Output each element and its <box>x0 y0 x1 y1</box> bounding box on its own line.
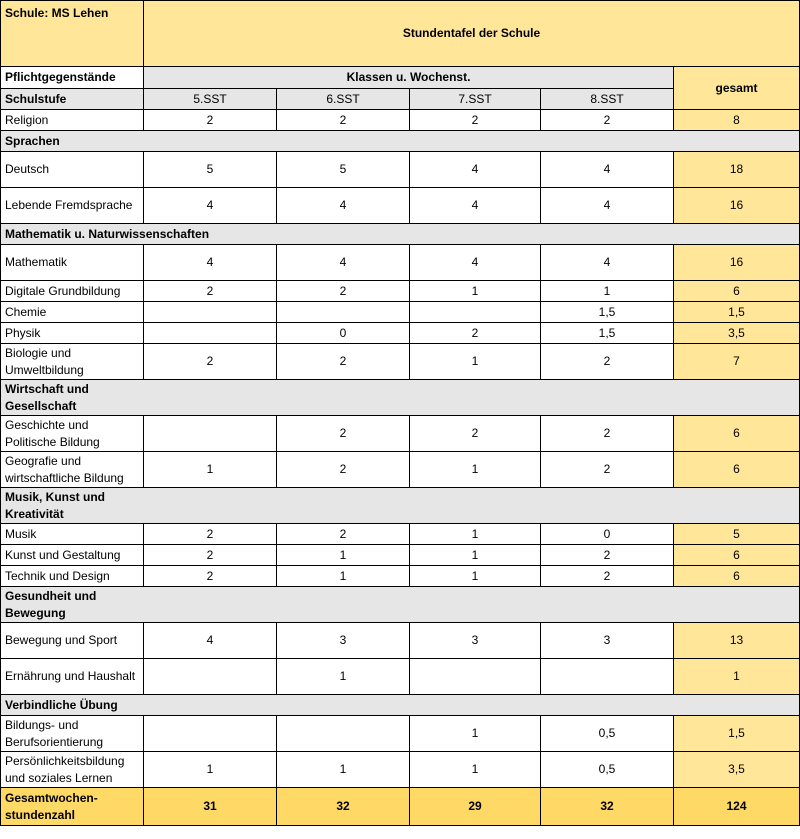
hours-cell: 2 <box>410 323 541 344</box>
section-title: Sprachen <box>1 131 800 152</box>
hours-cell: 4 <box>410 245 541 281</box>
section-title-text: Musik, Kunst und Kreativität <box>5 489 105 521</box>
footer-sum: 32 <box>277 788 410 826</box>
footer-total: 124 <box>674 788 800 826</box>
total-cell: 6 <box>674 545 800 566</box>
hours-cell: 4 <box>541 188 674 224</box>
table-row <box>1 716 800 752</box>
hours-cell: 1 <box>410 344 541 380</box>
table-row <box>1 524 800 545</box>
hours-cell <box>144 659 277 695</box>
table-row <box>1 344 800 380</box>
table-row <box>1 659 800 695</box>
hours-cell <box>277 716 410 752</box>
hours-cell: 2 <box>277 344 410 380</box>
hours-cell: 2 <box>541 416 674 452</box>
hours-cell: 1 <box>144 452 277 488</box>
total-cell: 1 <box>674 659 800 695</box>
subject-name: Mathematik <box>1 245 144 281</box>
hours-cell: 0,5 <box>541 752 674 788</box>
hours-cell: 2 <box>541 545 674 566</box>
section-title <box>1 587 800 623</box>
section-title-text: Gesundheit und Bewegung <box>5 588 97 620</box>
hours-cell: 1 <box>277 659 410 695</box>
subject-name: Bewegung und Sport <box>1 623 144 659</box>
hours-cell: 1 <box>277 566 410 587</box>
hours-cell: 4 <box>410 188 541 224</box>
section-title <box>1 380 800 416</box>
total-header: gesamt <box>674 67 800 110</box>
hours-cell <box>541 659 674 695</box>
hours-cell: 1 <box>541 281 674 302</box>
hours-cell: 2 <box>277 416 410 452</box>
level-6: 6.SST <box>277 89 410 110</box>
hours-cell: 2 <box>277 110 410 131</box>
hours-cell: 4 <box>410 152 541 188</box>
table-row <box>1 452 800 488</box>
total-cell: 18 <box>674 152 800 188</box>
hours-cell: 1 <box>277 545 410 566</box>
subject-name: Physik <box>1 323 144 344</box>
footer-sum: 32 <box>541 788 674 826</box>
hours-cell <box>144 716 277 752</box>
hours-cell: 1 <box>410 452 541 488</box>
subject-name: Lebende Fremdsprache <box>1 188 144 224</box>
hours-cell: 2 <box>410 110 541 131</box>
hours-cell: 1 <box>277 752 410 788</box>
footer-row <box>1 788 800 826</box>
hours-cell: 4 <box>277 188 410 224</box>
subject-name: Kunst und Gestaltung <box>1 545 144 566</box>
hours-cell: 2 <box>541 110 674 131</box>
subject-name: Technik und Design <box>1 566 144 587</box>
subject-name: Geschichte und Politische Bildung <box>1 416 144 452</box>
hours-cell: 3 <box>410 623 541 659</box>
subject-name: Bildungs- und Berufsorientierung <box>1 716 144 752</box>
hours-cell <box>144 416 277 452</box>
hours-cell: 1 <box>410 752 541 788</box>
total-cell: 6 <box>674 281 800 302</box>
hours-cell: 2 <box>144 344 277 380</box>
hours-cell: 4 <box>541 152 674 188</box>
hours-cell: 2 <box>144 545 277 566</box>
level-header: Schulstufe <box>1 89 144 110</box>
hours-cell: 2 <box>541 452 674 488</box>
hours-cell: 1 <box>144 752 277 788</box>
hours-cell: 2 <box>277 524 410 545</box>
hours-cell: 0 <box>541 524 674 545</box>
hours-cell: 2 <box>277 452 410 488</box>
table-row <box>1 245 800 281</box>
table-row <box>1 302 800 323</box>
hours-cell <box>410 302 541 323</box>
section-title: Verbindliche Übung <box>1 695 800 716</box>
hours-cell: 2 <box>541 344 674 380</box>
hours-cell: 2 <box>541 566 674 587</box>
hours-cell <box>277 302 410 323</box>
subject-name: Biologie und Umweltbildung <box>1 344 144 380</box>
total-cell: 1,5 <box>674 302 800 323</box>
table-row <box>1 566 800 587</box>
subject-name: Religion <box>1 110 144 131</box>
total-cell: 16 <box>674 188 800 224</box>
subject-name: Ernährung und Haushalt <box>1 659 144 695</box>
hours-cell: 0 <box>277 323 410 344</box>
section-row <box>1 695 800 716</box>
level-5: 5.SST <box>144 89 277 110</box>
hours-cell: 2 <box>144 566 277 587</box>
section-title <box>1 488 800 524</box>
footer-label: Gesamtwochen-stundenzahl <box>1 788 144 826</box>
hours-cell <box>144 323 277 344</box>
section-row <box>1 587 800 623</box>
total-cell: 13 <box>674 623 800 659</box>
section-row <box>1 488 800 524</box>
footer-sum: 29 <box>410 788 541 826</box>
hours-cell: 2 <box>144 281 277 302</box>
total-cell: 1,5 <box>674 716 800 752</box>
table-row <box>1 416 800 452</box>
level-8: 8.SST <box>541 89 674 110</box>
total-cell: 16 <box>674 245 800 281</box>
section-row <box>1 131 800 152</box>
total-cell: 5 <box>674 524 800 545</box>
hours-cell: 4 <box>144 623 277 659</box>
subject-name: Digitale Grundbildung <box>1 281 144 302</box>
level-7: 7.SST <box>410 89 541 110</box>
hours-cell: 4 <box>144 188 277 224</box>
footer-sum: 31 <box>144 788 277 826</box>
hours-cell: 1 <box>410 716 541 752</box>
hours-cell: 1 <box>410 566 541 587</box>
hours-cell <box>410 659 541 695</box>
hours-cell: 2 <box>144 110 277 131</box>
section-row <box>1 224 800 245</box>
table-row <box>1 545 800 566</box>
hours-cell: 4 <box>541 245 674 281</box>
hours-cell: 1 <box>410 545 541 566</box>
total-cell: 6 <box>674 416 800 452</box>
school-label: Schule: MS Lehen <box>1 1 144 67</box>
table-row <box>1 752 800 788</box>
section-title: Mathematik u. Naturwissenschaften <box>1 224 800 245</box>
page-title: Stundentafel der Schule <box>144 1 800 67</box>
table-row <box>1 110 800 131</box>
table-row <box>1 281 800 302</box>
hours-cell: 2 <box>277 281 410 302</box>
subject-name: Geografie und wirtschaftliche Bildung <box>1 452 144 488</box>
total-cell: 6 <box>674 566 800 587</box>
hours-cell: 1 <box>410 281 541 302</box>
hours-cell: 4 <box>277 245 410 281</box>
hours-cell: 1,5 <box>541 323 674 344</box>
table-row <box>1 323 800 344</box>
subject-name: Persönlichkeitsbildung und soziales Lernen <box>1 752 144 788</box>
hours-cell: 5 <box>277 152 410 188</box>
subject-name: Deutsch <box>1 152 144 188</box>
hours-cell: 2 <box>144 524 277 545</box>
hours-cell: 5 <box>144 152 277 188</box>
section-title-text: Wirtschaft und Gesellschaft <box>5 381 89 413</box>
classes-header: Klassen u. Wochenst. <box>144 67 674 89</box>
table-row <box>1 152 800 188</box>
section-row <box>1 380 800 416</box>
table-row <box>1 623 800 659</box>
total-cell: 3,5 <box>674 323 800 344</box>
hours-cell: 3 <box>541 623 674 659</box>
hours-cell: 1 <box>410 524 541 545</box>
hours-cell: 4 <box>144 245 277 281</box>
table-row <box>1 188 800 224</box>
hours-cell: 3 <box>277 623 410 659</box>
total-cell: 6 <box>674 452 800 488</box>
hours-cell: 1,5 <box>541 302 674 323</box>
subject-name: Musik <box>1 524 144 545</box>
total-cell: 3,5 <box>674 752 800 788</box>
hours-cell: 2 <box>410 416 541 452</box>
total-cell: 8 <box>674 110 800 131</box>
hours-cell <box>144 302 277 323</box>
subjects-header: Pflichtgegenstände <box>1 67 144 89</box>
total-cell: 7 <box>674 344 800 380</box>
hours-cell: 0,5 <box>541 716 674 752</box>
subject-name: Chemie <box>1 302 144 323</box>
